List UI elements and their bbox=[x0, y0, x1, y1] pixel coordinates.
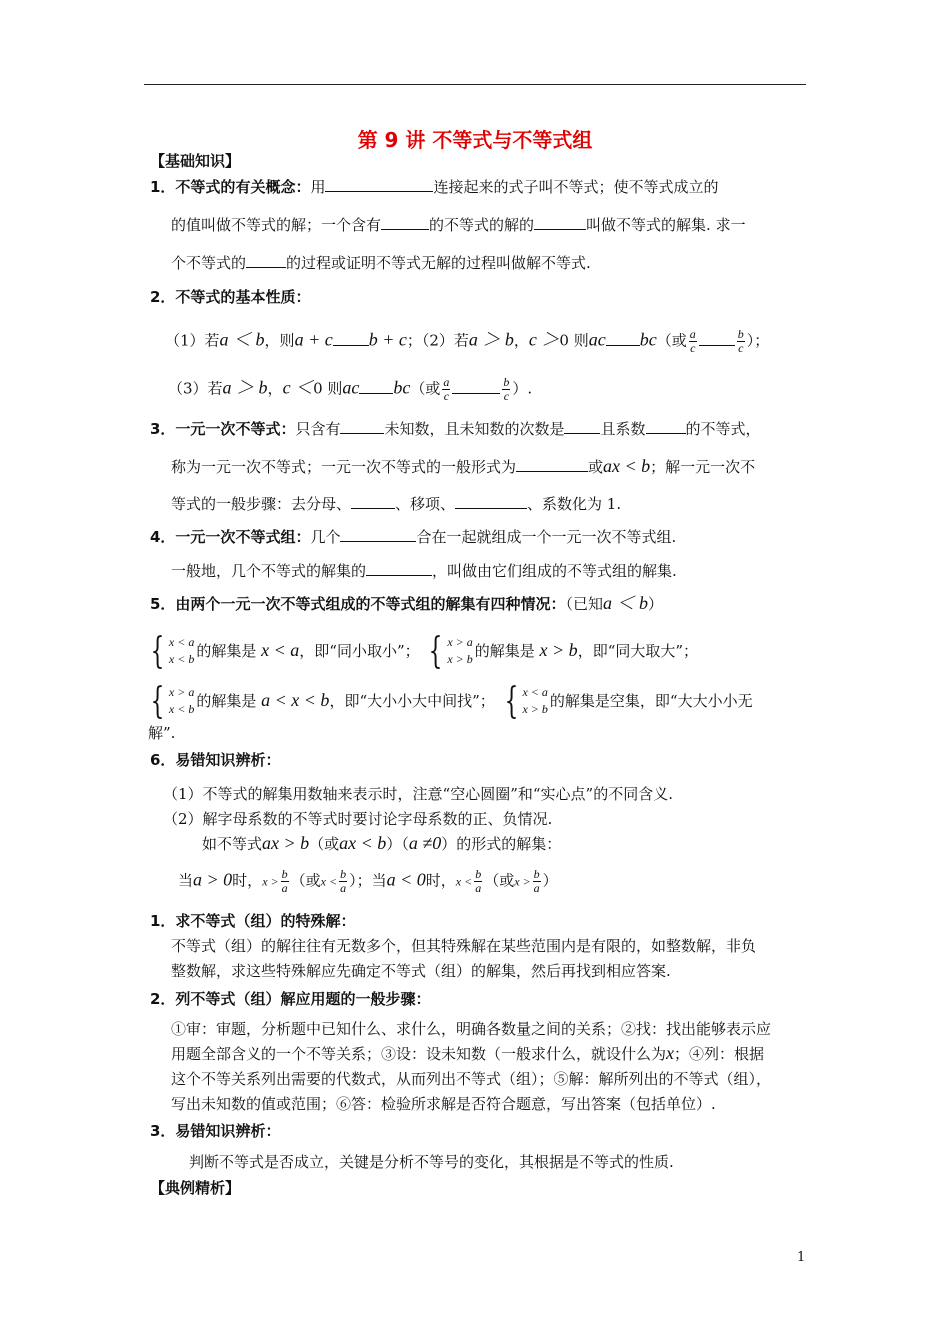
system-brace: { x > a x < b bbox=[150, 681, 195, 722]
fraction-b-over-a: $\frac{b}{a}$ bbox=[340, 867, 347, 895]
p5-case-row1 bbox=[146, 631, 699, 672]
section-basic-heading: 【基础知识】 bbox=[150, 152, 241, 170]
fraction-b-over-c: $\frac{b}{c}$ bbox=[737, 327, 744, 355]
math-expr: x < bbox=[320, 874, 338, 889]
p6-text: 时， bbox=[232, 871, 263, 890]
math-expr: ac bbox=[588, 329, 606, 350]
math-expr: x > bbox=[262, 874, 279, 889]
blank bbox=[381, 215, 429, 230]
blank bbox=[646, 419, 686, 434]
p5-text: ，即“大小小大中间找”； bbox=[329, 692, 495, 710]
math-expr: x > b bbox=[539, 640, 578, 660]
p6-line1: （1）不等式的解集用数轴来表示时，注意“空心圆圈”和“实心点”的不同含义. bbox=[163, 785, 673, 803]
p3-line2 bbox=[171, 455, 755, 478]
p2-text: （或 bbox=[410, 379, 441, 398]
p2-text: ，则 bbox=[264, 331, 295, 350]
p6-text: （或 bbox=[484, 871, 515, 890]
p6-text: 当 bbox=[178, 871, 194, 890]
math-expr: ac bbox=[342, 377, 360, 398]
p1-text: 的过程或证明不等式无解的过程叫做解不等式. bbox=[286, 254, 591, 272]
p4-text: ，叫做由它们组成的不等式组的解集. bbox=[432, 562, 677, 580]
page-title: 第 9 讲 不等式与不等式组 bbox=[357, 128, 593, 152]
p3-text: 称为一元一次不等式；一元一次不等式的一般形式为 bbox=[171, 458, 517, 476]
p2-text: （或 bbox=[656, 331, 687, 350]
p5-text: 的解集是 bbox=[474, 642, 535, 660]
p4-line1 bbox=[150, 526, 676, 548]
math-expr: x > bbox=[514, 874, 531, 889]
p1-line2 bbox=[171, 214, 746, 236]
p5-text: ，即“同大取大”； bbox=[577, 642, 699, 660]
system-brace: { x > a x > b bbox=[428, 631, 473, 672]
section-examples-heading: 【典例精析】 bbox=[150, 1179, 241, 1197]
p6-text: 时， bbox=[425, 871, 456, 890]
math-expr: a < 0 bbox=[386, 869, 426, 890]
q2-text: ；④列：根据 bbox=[674, 1045, 765, 1063]
math-expr: x < a bbox=[261, 640, 300, 660]
blank bbox=[359, 379, 393, 394]
math-expr: b + c bbox=[368, 329, 407, 350]
p2-line1 bbox=[165, 328, 769, 355]
blank bbox=[325, 177, 433, 192]
fraction-b-over-a: $\frac{b}{a}$ bbox=[281, 867, 288, 895]
p2-text: ， bbox=[513, 331, 529, 350]
q2-line4: 写出未知数的值或范围；⑥答：检验所求解是否符合题意，写出答案（包括单位）. bbox=[171, 1095, 716, 1113]
p4-text: 几个 bbox=[310, 528, 341, 546]
fraction-b-over-c: $\frac{b}{c}$ bbox=[503, 375, 510, 403]
top-rule bbox=[144, 84, 806, 85]
p3-text: 等式的一般步骤：去分母、 bbox=[171, 495, 352, 513]
math-expr: ax < b bbox=[339, 833, 387, 853]
p5-text: 的解集是 bbox=[196, 642, 257, 660]
p6-text: （或 bbox=[309, 835, 340, 853]
p2-text: ；（2）若 bbox=[406, 331, 469, 350]
p3-text: 或 bbox=[588, 458, 604, 476]
p3-text: 、移项、 bbox=[395, 495, 456, 513]
math-expr: a ≠0 bbox=[408, 833, 442, 853]
page-number: 1 bbox=[797, 1250, 806, 1265]
p2-text: ， bbox=[267, 379, 283, 398]
p1-line3 bbox=[171, 252, 591, 274]
math-expr: c ＜ bbox=[282, 377, 314, 398]
p3-text: 且系数 bbox=[600, 420, 646, 438]
q2-text: 用题全部含义的一个不等关系；③设：设未知数（一般求什么，就设什么为 bbox=[171, 1045, 667, 1063]
math-expr: c ＞ bbox=[528, 329, 560, 350]
q1-line2: 整数解，求这些特殊解应先确定不等式（组）的解集，然后再找到相应答案. bbox=[171, 962, 671, 980]
p3-label: 3．一元一次不等式： bbox=[150, 420, 296, 438]
math-expr: a ＞ b bbox=[468, 329, 514, 350]
q3-label: 3．易错知识辨析： bbox=[150, 1122, 281, 1140]
p5-text: ，即“同小取小”； bbox=[299, 642, 420, 660]
p4-line2 bbox=[171, 560, 677, 582]
p3-line1 bbox=[150, 418, 761, 440]
p1-label: 1．不等式的有关概念： bbox=[150, 178, 311, 196]
p5-text: （已知 bbox=[565, 595, 603, 613]
p2-text: （1）若 bbox=[165, 331, 220, 350]
blank bbox=[699, 331, 735, 346]
math-expr: a ＞ b bbox=[222, 377, 268, 398]
p5-label: 5．由两个一元一次不等式组成的不等式组的解集有四种情况： bbox=[150, 595, 566, 613]
blank bbox=[366, 561, 432, 576]
p5-case-row2 bbox=[146, 681, 753, 722]
q2-line2 bbox=[171, 1042, 764, 1065]
fraction-a-over-c: $\frac{a}{c}$ bbox=[689, 327, 696, 355]
p6-text: 如不等式 bbox=[202, 835, 263, 853]
p4-label: 4．一元一次不等式组： bbox=[150, 528, 311, 546]
math-expr: bc bbox=[639, 329, 657, 350]
math-expr: a ＜ b bbox=[602, 593, 648, 613]
math-expr: x bbox=[666, 1043, 675, 1063]
p3-text: 只含有 bbox=[295, 420, 341, 438]
system-brace: { x < a x > b bbox=[504, 681, 548, 722]
p6-text: （或 bbox=[290, 871, 321, 890]
p4-text: 合在一起就组成一个一元一次不等式组. bbox=[416, 528, 677, 546]
p5-line-tail: 解”. bbox=[148, 724, 176, 742]
fraction-b-over-a: $\frac{b}{a}$ bbox=[533, 867, 540, 895]
p5-text: 的解集是 bbox=[196, 692, 257, 710]
p2-label: 2．不等式的基本性质： bbox=[150, 288, 311, 306]
p1-line1 bbox=[150, 176, 718, 198]
p1-text: 连接起来的式子叫不等式；使不等式成立的 bbox=[433, 178, 719, 196]
p6-text: ）的形式的解集： bbox=[441, 835, 562, 853]
blank bbox=[351, 494, 395, 509]
p4-text: 一般地，几个不等式的解集的 bbox=[171, 562, 367, 580]
blank bbox=[534, 215, 586, 230]
p3-text: 的不等式， bbox=[685, 420, 761, 438]
p2-text: 0 则 bbox=[313, 379, 343, 398]
q2-line1: ①审：审题，分析题中已知什么、求什么，明确各数量之间的关系；②找：找出能够表示应 bbox=[171, 1020, 772, 1038]
math-expr: ax < b bbox=[603, 456, 651, 476]
blank bbox=[333, 331, 369, 346]
p6-text: ） bbox=[542, 871, 558, 890]
p2-text: ）. bbox=[512, 379, 533, 398]
p6-line3 bbox=[202, 832, 561, 855]
blank bbox=[246, 253, 286, 268]
p1-text: 个不等式的 bbox=[171, 254, 247, 272]
math-expr: a < x < b bbox=[261, 690, 330, 710]
math-expr: a ＜ b bbox=[219, 329, 265, 350]
p6-label: 6．易错知识辨析： bbox=[150, 751, 281, 769]
p3-line3 bbox=[171, 493, 621, 515]
math-expr: a + c bbox=[294, 329, 333, 350]
p2-text: 0 则 bbox=[559, 331, 589, 350]
math-expr: bc bbox=[393, 377, 411, 398]
p6-line4 bbox=[178, 868, 558, 895]
blank bbox=[340, 527, 416, 542]
p2-line2 bbox=[168, 376, 532, 403]
p1-text: 用 bbox=[310, 178, 326, 196]
p3-text: ；解一元一次不 bbox=[650, 458, 756, 476]
p6-text: ）；当 bbox=[349, 871, 387, 890]
blank bbox=[452, 379, 500, 394]
q1-label: 1．求不等式（组）的特殊解： bbox=[150, 912, 356, 930]
blank bbox=[516, 457, 588, 472]
p5-text: 的解集是空集，即“大大小小无 bbox=[549, 692, 753, 710]
system-brace: { x < a x < b bbox=[150, 631, 195, 672]
p5-line1 bbox=[150, 592, 663, 615]
p3-text: 未知数，且未知数的次数是 bbox=[384, 420, 565, 438]
p3-text: 、系数化为 1. bbox=[527, 495, 622, 513]
math-expr: ax > b bbox=[262, 833, 310, 853]
fraction-b-over-a: $\frac{b}{a}$ bbox=[475, 867, 482, 895]
p1-text: 的不等式的解的 bbox=[429, 216, 535, 234]
blank bbox=[340, 419, 384, 434]
blank bbox=[564, 419, 600, 434]
p6-text: ）（ bbox=[386, 835, 409, 853]
p6-line2: （2）解字母系数的不等式时要讨论字母系数的正、负情况. bbox=[163, 810, 553, 828]
blank bbox=[606, 331, 640, 346]
p2-text: ）； bbox=[746, 331, 770, 350]
p2-text: （3）若 bbox=[168, 379, 223, 398]
math-expr: a > 0 bbox=[193, 869, 233, 890]
math-expr: x < bbox=[455, 874, 473, 889]
p1-text: 叫做不等式的解集. 求一 bbox=[586, 216, 746, 234]
p5-text: ） bbox=[647, 595, 663, 613]
blank bbox=[455, 494, 527, 509]
q3-line1: 判断不等式是否成立，关键是分析不等号的变化，其根据是不等式的性质. bbox=[189, 1153, 674, 1171]
q1-line1: 不等式（组）的解往往有无数多个，但其特殊解在某些范围内是有限的，如整数解，非负 bbox=[171, 937, 757, 955]
fraction-a-over-c: $\frac{a}{c}$ bbox=[443, 375, 450, 403]
p1-text: 的值叫做不等式的解；一个含有 bbox=[171, 216, 382, 234]
q2-label: 2．列不等式（组）解应用题的一般步骤： bbox=[150, 990, 431, 1008]
q2-line3: 这个不等关系列出需要的代数式，从而列出不等式（组）；⑤解：解所列出的不等式（组）， bbox=[171, 1070, 772, 1088]
